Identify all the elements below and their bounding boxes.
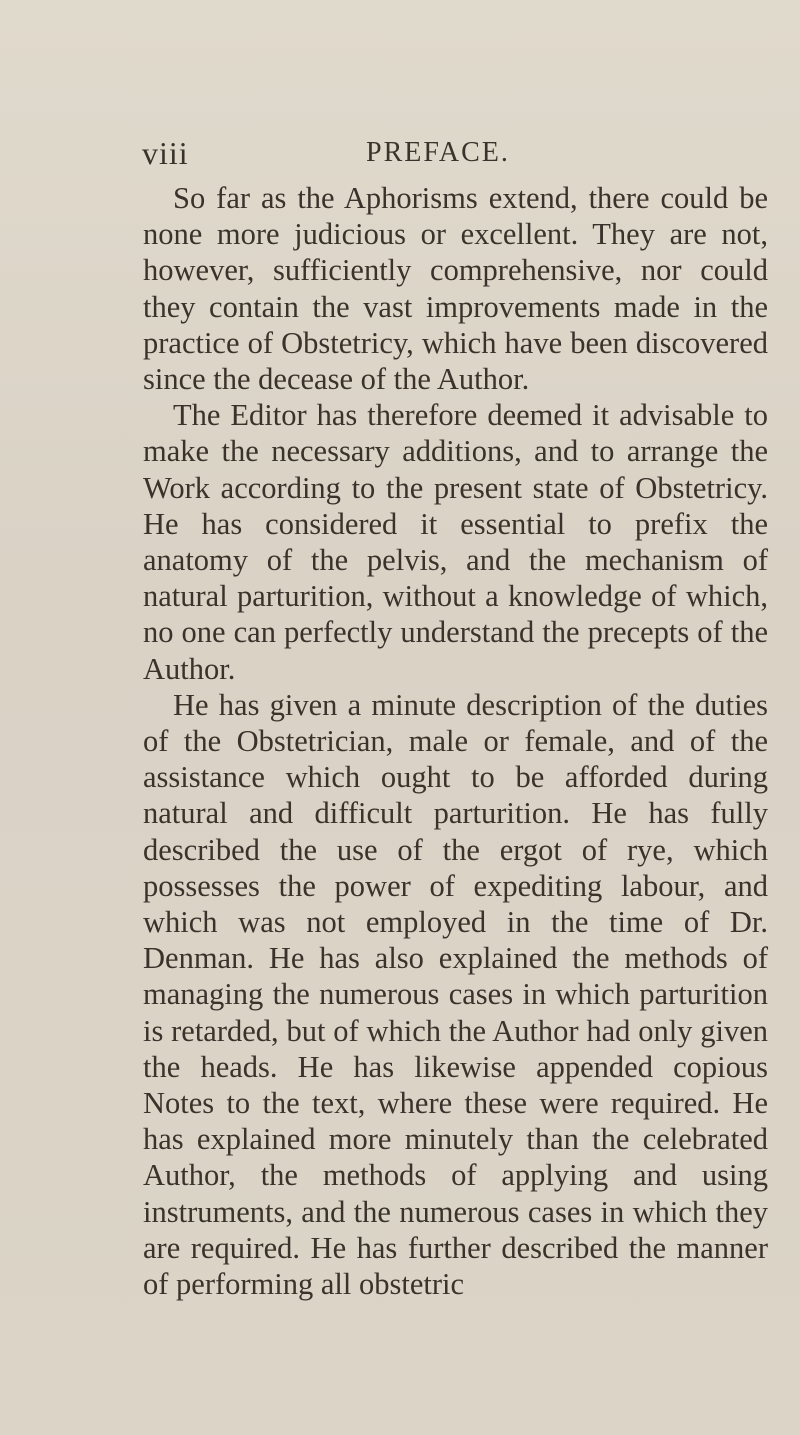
running-head: PREFACE. <box>366 137 510 168</box>
paragraph-3: He has given a minute description of the duties of the Obstetrician, male or female, and of the assistance which ought to be afforded during natural and difficult parturition. He has fully described the use of the ergot of rye, which possesses the power of expediting labour, and which was not employed in the time of Dr. Denman. He has also explained the methods of managing the numerous cases in which parturition is retarded, but of which the Author had only given the heads. He has likewise appended copious Notes to the text, where these were required. He has explained more minutely than the celebrated Author, the methods of applying and using instruments, and the numerous cases in which they are required. He has further described the manner of performing all obstetric <box>143 687 768 1302</box>
paragraph-1: So far as the Aphorisms extend, there could be none more judicious or excellent. They are not, however, sufficiently comprehensive, nor could they contain the vast improvements made in the practice of Obstetricy, which have been discovered since the decease of the Author. <box>143 181 768 397</box>
page-number: viii <box>142 135 189 171</box>
body-text <box>143 180 768 1302</box>
page-header <box>142 133 762 173</box>
paragraph-2: The Editor has therefore deemed it advisable to make the necessary additions, and to arrange the Work according to the present state of Obstetricy. He has considered it essential to prefix the anatomy of the pelvis, and the mechanism of natural parturition, without a knowledge of which, no one can perfectly understand the precepts of the Author. <box>143 398 768 686</box>
